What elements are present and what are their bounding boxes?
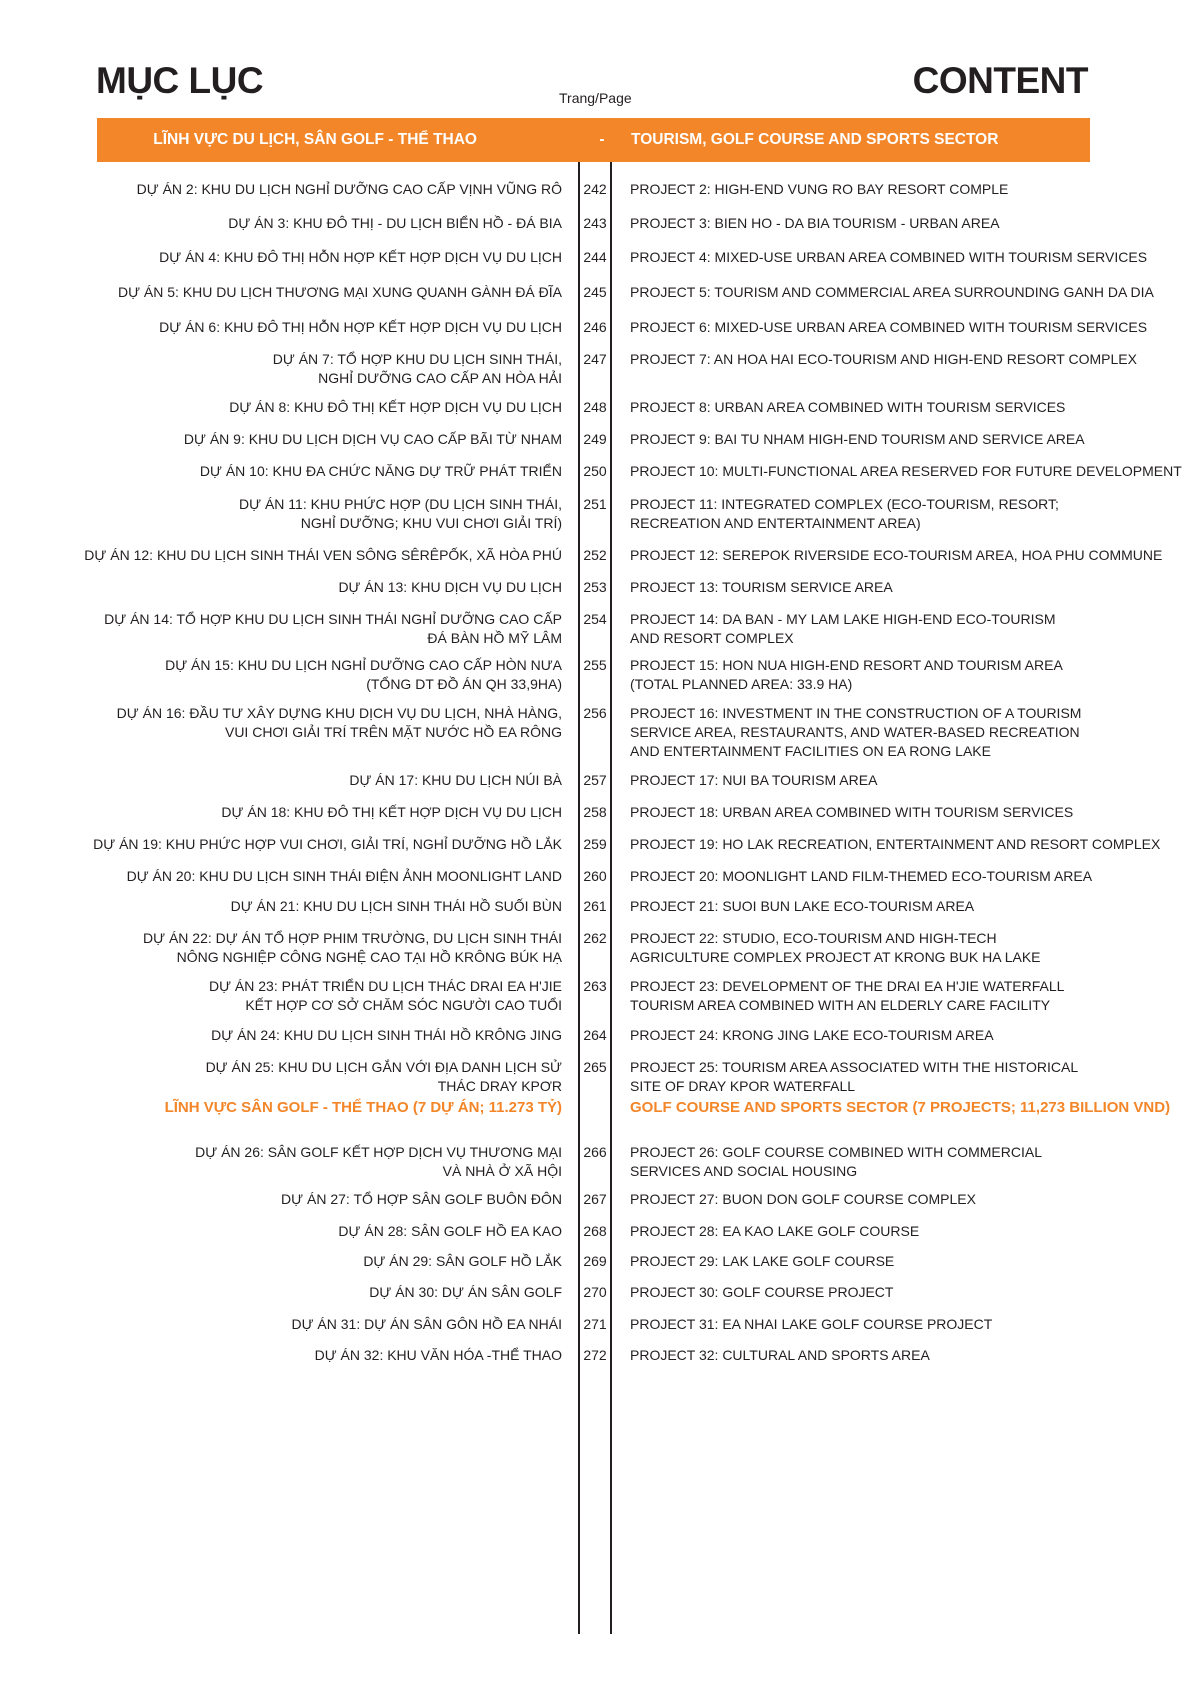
entry-title-en: PROJECT 10: MULTI-FUNCTIONAL AREA RESERVED FOR FUTURE DEVELOPMENT <box>630 463 1182 479</box>
entry-title-vi: DỰ ÁN 30: DỰ ÁN SÂN GOLF <box>369 1284 562 1300</box>
banner-separator: - <box>599 131 605 148</box>
entry-page-number: 253 <box>583 579 607 595</box>
entry-page-number: 245 <box>583 284 607 300</box>
entry-page-number: 261 <box>583 898 607 914</box>
entry-page-number: 260 <box>583 868 607 884</box>
entry-page-number: 258 <box>583 804 607 820</box>
entry-title-vi: DỰ ÁN 13: KHU DỊCH VỤ DU LỊCH <box>338 579 562 595</box>
entry-title-vi: DỰ ÁN 6: KHU ĐÔ THỊ HỖN HỢP KẾT HỢP DỊCH VỤ DU LỊCH <box>159 319 562 335</box>
entry-title-en: PROJECT 25: TOURISM AREA ASSOCIATED WITH THE HISTORICAL SITE OF DRAY KPOR WATERFALL <box>630 1059 1079 1094</box>
entry-title-en: PROJECT 27: BUON DON GOLF COURSE COMPLEX <box>630 1191 976 1207</box>
entry-title-vi: DỰ ÁN 29: SÂN GOLF HỒ LẮK <box>363 1253 562 1269</box>
entry-title-vi: DỰ ÁN 4: KHU ĐÔ THỊ HỖN HỢP KẾT HỢP DỊCH VỤ DU LỊCH <box>159 249 562 265</box>
entry-title-en: PROJECT 30: GOLF COURSE PROJECT <box>630 1284 894 1300</box>
entry-page-number: 254 <box>583 611 607 627</box>
entry-title-vi: DỰ ÁN 12: KHU DU LỊCH SINH THÁI VEN SÔNG SÊRÊPỐK, XÃ HÒA PHÚ <box>84 547 562 563</box>
entry-title-en: PROJECT 12: SEREPOK RIVERSIDE ECO-TOURISM AREA, HOA PHU COMMUNE <box>630 547 1163 563</box>
entry-page-number: 246 <box>583 319 607 335</box>
entry-page-number: 270 <box>583 1284 607 1300</box>
entry-page-number: 257 <box>583 772 607 788</box>
entry-page-number: 263 <box>583 978 607 994</box>
entry-title-en: PROJECT 17: NUI BA TOURISM AREA <box>630 772 878 788</box>
sector-heading-vi: LĨNH VỰC SÂN GOLF - THỂ THAO (7 DỰ ÁN; 11.273 TỶ) <box>164 1099 562 1116</box>
sector-heading-en: GOLF COURSE AND SPORTS SECTOR (7 PROJECTS; 11,273 BILLION VND) <box>630 1099 1171 1116</box>
entry-title-en: PROJECT 4: MIXED-USE URBAN AREA COMBINED WITH TOURISM SERVICES <box>630 249 1148 265</box>
entry-title-vi: DỰ ÁN 16: ĐẦU TƯ XÂY DỰNG KHU DỊCH VỤ DU LỊCH, NHÀ HÀNG, VUI CHƠI GIẢI TRÍ TRÊN MẶT NƯỚC HỒ EA RÔNG <box>116 705 562 740</box>
entry-title-en: PROJECT 28: EA KAO LAKE GOLF COURSE <box>630 1223 920 1239</box>
entry-title-vi: DỰ ÁN 3: KHU ĐÔ THỊ - DU LỊCH BIỂN HỒ - ĐÁ BIA <box>228 215 562 231</box>
entry-title-vi: DỰ ÁN 23: PHÁT TRIỂN DU LỊCH THÁC DRAI EA H'JIE KẾT HỢP CƠ SỞ CHĂM SÓC NGƯỜI CAO TUỔI <box>208 978 562 1013</box>
entry-title-en: PROJECT 8: URBAN AREA COMBINED WITH TOURISM SERVICES <box>630 399 1066 415</box>
entry-title-en: PROJECT 21: SUOI BUN LAKE ECO-TOURISM AREA <box>630 898 975 914</box>
entry-page-number: 265 <box>583 1059 607 1075</box>
entry-title-en: PROJECT 7: AN HOA HAI ECO-TOURISM AND HIGH-END RESORT COMPLEX <box>630 351 1137 367</box>
entry-title-en: PROJECT 29: LAK LAKE GOLF COURSE <box>630 1253 895 1269</box>
entry-title-vi: DỰ ÁN 19: KHU PHỨC HỢP VUI CHƠI, GIẢI TRÍ, NGHỈ DƯỠNG HỒ LẮK <box>93 836 562 852</box>
entry-title-vi: DỰ ÁN 32: KHU VĂN HÓA -THỂ THAO <box>314 1347 562 1363</box>
entry-title-en: PROJECT 11: INTEGRATED COMPLEX (ECO-TOURISM, RESORT; RECREATION AND ENTERTAINMENT AREA) <box>630 496 1059 531</box>
entry-title-vi: DỰ ÁN 17: KHU DU LỊCH NÚI BÀ <box>349 772 562 788</box>
entry-title-en: PROJECT 16: INVESTMENT IN THE CONSTRUCTION OF A TOURISM SERVICE AREA, RESTAURANTS, AND WATER-BASED RECREATION AND ENTERTAINMENT FACILITIES ON EA RONG LAKE <box>630 705 1082 759</box>
page-title-vi: MỤC LỤC <box>96 60 264 101</box>
entry-page-number: 268 <box>583 1223 607 1239</box>
entry-page-number: 264 <box>583 1027 607 1043</box>
entry-title-vi: DỰ ÁN 2: KHU DU LỊCH NGHỈ DƯỠNG CAO CẤP VỊNH VŨNG RÔ <box>136 181 562 197</box>
entry-title-en: PROJECT 13: TOURISM SERVICE AREA <box>630 579 893 595</box>
page-column-label: Trang/Page <box>559 90 632 106</box>
entry-page-number: 267 <box>583 1191 607 1207</box>
banner-title-en: TOURISM, GOLF COURSE AND SPORTS SECTOR <box>631 131 999 148</box>
entry-title-en: PROJECT 6: MIXED-USE URBAN AREA COMBINED WITH TOURISM SERVICES <box>630 319 1148 335</box>
entry-page-number: 266 <box>583 1144 607 1160</box>
entry-title-vi: DỰ ÁN 28: SÂN GOLF HỒ EA KAO <box>338 1223 562 1239</box>
entry-page-number: 269 <box>583 1253 607 1269</box>
entry-title-vi: DỰ ÁN 22: DỰ ÁN TỔ HỢP PHIM TRƯỜNG, DU LỊCH SINH THÁI NÔNG NGHIỆP CÔNG NGHỆ CAO TẠI HỒ KRÔNG BÚK HẠ <box>142 930 562 965</box>
entry-page-number: 251 <box>583 496 607 512</box>
entry-title-vi: DỰ ÁN 11: KHU PHỨC HỢP (DU LỊCH SINH THÁI, NGHỈ DƯỠNG; KHU VUI CHƠI GIẢI TRÍ) <box>239 496 562 531</box>
entry-page-number: 243 <box>583 215 607 231</box>
entry-title-vi: DỰ ÁN 31: DỰ ÁN SÂN GÔN HỒ EA NHÁI <box>291 1316 562 1332</box>
entry-title-en: PROJECT 9: BAI TU NHAM HIGH-END TOURISM AND SERVICE AREA <box>630 431 1085 447</box>
entry-title-vi: DỰ ÁN 9: KHU DU LỊCH DỊCH VỤ CAO CẤP BÃI TỪ NHAM <box>183 431 562 447</box>
entry-title-vi: DỰ ÁN 8: KHU ĐÔ THỊ KẾT HỢP DỊCH VỤ DU LỊCH <box>229 399 562 415</box>
entry-title-en: PROJECT 31: EA NHAI LAKE GOLF COURSE PROJECT <box>630 1316 993 1332</box>
entry-title-en: PROJECT 14: DA BAN - MY LAM LAKE HIGH-END ECO-TOURISM AND RESORT COMPLEX <box>630 611 1056 646</box>
entry-page-number: 252 <box>583 547 607 563</box>
entry-title-vi: DỰ ÁN 7: TỔ HỢP KHU DU LỊCH SINH THÁI, NGHỈ DƯỠNG CAO CẤP AN HÒA HẢI <box>272 351 562 386</box>
entry-page-number: 250 <box>583 463 607 479</box>
entry-title-vi: DỰ ÁN 24: KHU DU LỊCH SINH THÁI HỒ KRÔNG JING <box>211 1027 562 1043</box>
entry-title-en: PROJECT 23: DEVELOPMENT OF THE DRAI EA H'JIE WATERFALL TOURISM AREA COMBINED WITH AN ELDERLY CARE FACILITY <box>630 978 1065 1013</box>
page-title-en: CONTENT <box>912 60 1088 101</box>
entry-page-number: 256 <box>583 705 607 721</box>
entry-title-vi: DỰ ÁN 5: KHU DU LỊCH THƯƠNG MẠI XUNG QUANH GÀNH ĐÁ ĐĨA <box>117 284 562 300</box>
entry-page-number: 255 <box>583 657 607 673</box>
entry-page-number: 259 <box>583 836 607 852</box>
entry-title-en: PROJECT 32: CULTURAL AND SPORTS AREA <box>630 1347 930 1363</box>
entry-title-en: PROJECT 2: HIGH-END VUNG RO BAY RESORT COMPLE <box>630 181 1009 197</box>
entry-page-number: 262 <box>583 930 607 946</box>
entry-title-vi: DỰ ÁN 25: KHU DU LỊCH GẮN VỚI ĐỊA DANH LỊCH SỬ THÁC DRAY KPƠR <box>205 1059 562 1094</box>
entry-title-en: PROJECT 15: HON NUA HIGH-END RESORT AND TOURISM AREA (TOTAL PLANNED AREA: 33.9 HA) <box>630 657 1063 692</box>
entry-page-number: 271 <box>583 1316 607 1332</box>
entry-title-en: PROJECT 24: KRONG JING LAKE ECO-TOURISM AREA <box>630 1027 994 1043</box>
entry-title-en: PROJECT 22: STUDIO, ECO-TOURISM AND HIGH-TECH AGRICULTURE COMPLEX PROJECT AT KRONG BUK HA LAKE <box>630 930 1041 965</box>
entry-title-en: PROJECT 26: GOLF COURSE COMBINED WITH COMMERCIAL SERVICES AND SOCIAL HOUSING <box>630 1144 1043 1179</box>
entry-page-number: 249 <box>583 431 607 447</box>
entry-page-number: 244 <box>583 249 607 265</box>
entry-page-number: 247 <box>583 351 607 367</box>
entry-page-number: 248 <box>583 399 607 415</box>
entry-title-en: PROJECT 18: URBAN AREA COMBINED WITH TOURISM SERVICES <box>630 804 1074 820</box>
entry-title-en: PROJECT 3: BIEN HO - DA BIA TOURISM - URBAN AREA <box>630 215 1000 231</box>
entry-page-number: 272 <box>583 1347 607 1363</box>
sector-banner <box>97 118 1090 162</box>
entry-title-vi: DỰ ÁN 21: KHU DU LỊCH SINH THÁI HỒ SUỐI BÙN <box>230 898 562 914</box>
entry-title-vi: DỰ ÁN 15: KHU DU LỊCH NGHỈ DƯỠNG CAO CẤP HÒN NƯA (TỔNG DT ĐỒ ÁN QH 33,9HA) <box>165 657 562 692</box>
entry-title-vi: DỰ ÁN 18: KHU ĐÔ THỊ KẾT HỢP DỊCH VỤ DU LỊCH <box>221 804 562 820</box>
entry-title-vi: DỰ ÁN 14: TỔ HỢP KHU DU LỊCH SINH THÁI NGHỈ DƯỠNG CAO CẤP ĐÁ BÀN HỒ MỸ LÂM <box>104 611 562 646</box>
entry-title-vi: DỰ ÁN 26: SÂN GOLF KẾT HỢP DỊCH VỤ THƯƠNG MẠI VÀ NHÀ Ở XÃ HỘI <box>195 1144 562 1179</box>
banner-title-vi: LĨNH VỰC DU LỊCH, SÂN GOLF - THỂ THAO <box>153 131 477 148</box>
entry-title-vi: DỰ ÁN 10: KHU ĐA CHỨC NĂNG DỰ TRỮ PHÁT TRIỂN <box>199 463 562 479</box>
entry-title-en: PROJECT 19: HO LAK RECREATION, ENTERTAINMENT AND RESORT COMPLEX <box>630 836 1161 852</box>
entry-title-en: PROJECT 5: TOURISM AND COMMERCIAL AREA SURROUNDING GANH DA DIA <box>630 284 1154 300</box>
entry-title-vi: DỰ ÁN 27: TỔ HỢP SÂN GOLF BUÔN ĐÔN <box>281 1191 562 1207</box>
column-divider-right <box>610 162 612 1634</box>
entry-page-number: 242 <box>583 181 607 197</box>
entry-title-vi: DỰ ÁN 20: KHU DU LỊCH SINH THÁI ĐIỆN ẢNH MOONLIGHT LAND <box>126 868 562 884</box>
entry-title-en: PROJECT 20: MOONLIGHT LAND FILM-THEMED ECO-TOURISM AREA <box>630 868 1093 884</box>
